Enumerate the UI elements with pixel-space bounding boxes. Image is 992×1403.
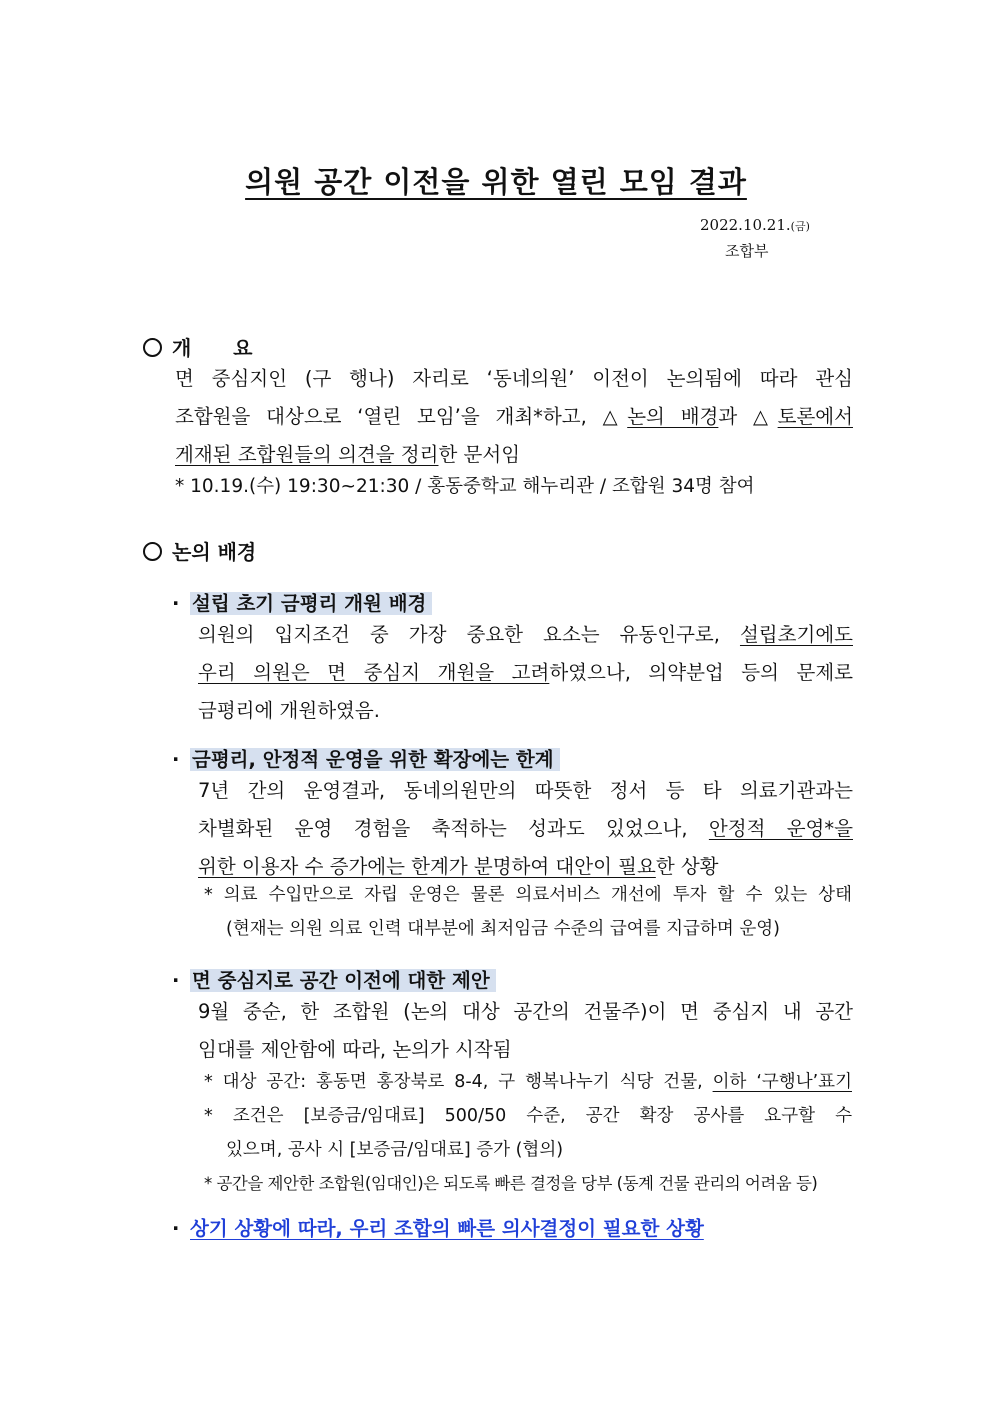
bullet-relocation-proposal: · 면 중심지로 공간 이전에 대한 제안 bbox=[172, 965, 496, 993]
section-background-heading: 논의 배경 bbox=[143, 536, 256, 565]
relocation-proposal-paragraph: 9월 중순, 한 조합원 (논의 대상 공간의 건물주)이 면 중심지 내 공간 임대를 제안함에 따라, 논의가 시작됨 bbox=[198, 1000, 853, 1061]
document-title: 의원 공간 이전을 위한 열린 모임 결과 bbox=[245, 165, 747, 199]
bullet-expansion-limit: · 금평리, 안정적 운영을 위한 확장에는 한계 bbox=[172, 744, 560, 772]
expansion-limit-paragraph: 7년 간의 운영결과, 동네의원만의 따뜻한 정서 등 타 의료기관과는 차별화된 운영 경험을 축적하는 성과도 있었으나, 안정적 운영*을 위한 이용자 수 증가에는 한계가 분명하여 대안이 필요한 상황 bbox=[198, 779, 853, 878]
document-date: 2022.10.21.(금) bbox=[700, 216, 810, 234]
expansion-limit-note: * 의료 수입만으로 자립 운영은 물론 의료서비스 개선에 투자 할 수 있는 상태 (현재는 의원 의료 인력 대부분에 최저임금 수준의 급여를 지급하며 운영) bbox=[204, 885, 852, 939]
section-overview-heading: 개 요 bbox=[143, 332, 252, 361]
overview-paragraph: 면 중심지인 (구 행나) 자리로 ‘동네의원’ 이전이 논의됨에 따라 관심 조합원을 대상으로 ‘열린 모임’을 개최*하고, △논의 배경과 △토론에서 게재된 조합원들의 의견을 정리한 문서임 bbox=[175, 367, 853, 466]
relocation-proposal-notes: * 대상 공간: 홍동면 홍장북로 8-4, 구 행복나누기 식당 건물, 이하 ‘구행나’표기 * 조건은 [보증금/임대료] 500/50 수준, 공간 확장 공사를 요구할 수 있으며, 공사 시 [보증금/임대료] 증가 (협의) * 공간을 제안한 조합원(임대인)은 되도록 빠른 결정을 당부 (동계 건물 관리의 어려움 등) bbox=[204, 1072, 852, 1193]
bullet-decision-needed: · 상기 상황에 따라, 우리 조합의 빠른 의사결정이 필요한 상황 bbox=[172, 1217, 704, 1240]
founding-background-paragraph: 의원의 입지조건 중 가장 중요한 요소는 유동인구로, 설립초기에도 우리 의원은 면 중심지 개원을 고려하였으나, 의약분업 등의 문제로 금평리에 개원하였음. bbox=[198, 623, 853, 722]
circle-icon bbox=[143, 542, 162, 561]
document-department: 조합부 bbox=[725, 242, 769, 260]
circle-icon bbox=[143, 338, 162, 357]
overview-note: * 10.19.(수) 19:30~21:30 / 홍동중학교 해누리관 / 조합원 34명 참여 bbox=[175, 476, 755, 497]
bullet-founding-background: · 설립 초기 금평리 개원 배경 bbox=[172, 588, 432, 616]
